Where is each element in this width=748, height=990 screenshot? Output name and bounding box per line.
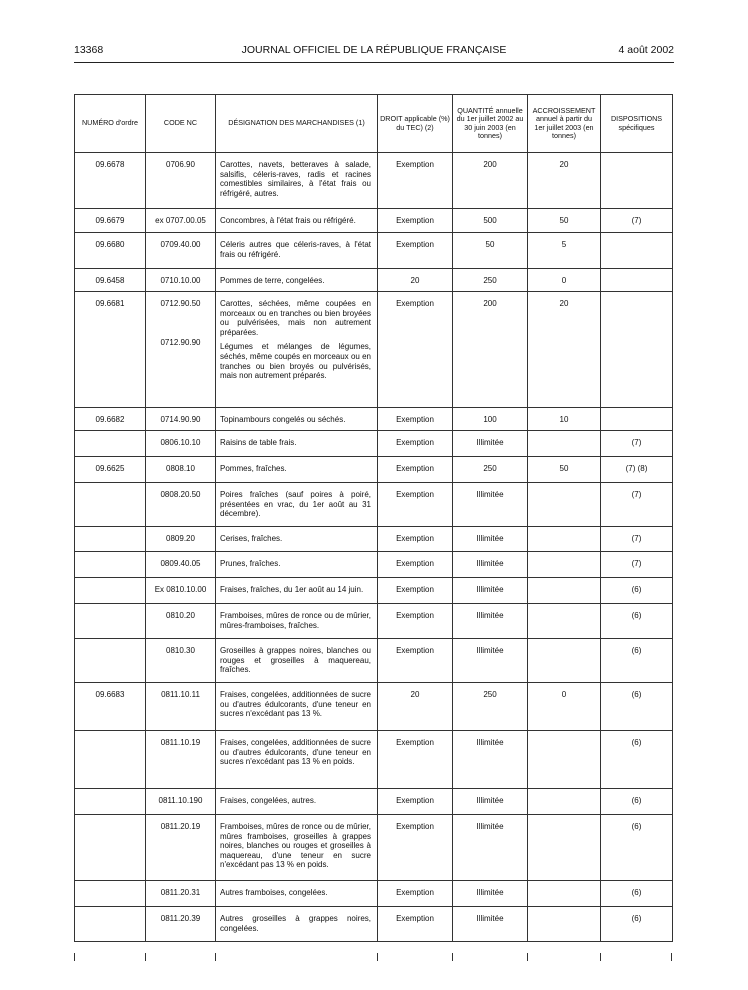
cell-accroissement [528,209,601,233]
cell-designation [216,408,378,431]
cell-designation [216,683,378,731]
cell-designation [216,789,378,815]
cell-code-nc-text: 0806.10.10 [160,438,201,447]
cell-droit [378,153,453,209]
cell-quantite-text: 500 [483,216,497,225]
cell-dispositions-text: (6) [631,585,642,594]
cell-accroissement [528,408,601,431]
cell-code-nc-text: 0809.40.05 [160,559,201,568]
cell-dispositions [601,209,673,233]
table-row [75,683,673,731]
cell-numero [75,604,146,639]
cell-designation-text: Cerises, fraîches. [220,534,283,543]
cell-dispositions [601,233,673,269]
cell-designation [216,731,378,789]
cell-designation-text: Fraises, congelées, additionnées de sucre ou d'autres édulcorants, d'une teneur en sucres n'excédant pas 13 %. [220,690,371,719]
cell-quantite [453,153,528,209]
cell-designation [216,604,378,639]
cell-numero-text: 09.6680 [95,240,125,249]
cell-code-nc-text: 0706.90 [166,160,195,169]
cell-droit-text: Exemption [396,464,434,473]
cell-droit [378,907,453,942]
cell-droit [378,292,453,408]
cell-designation-text: Prunes, fraîches. [220,559,281,568]
cell-code-nc [146,815,216,881]
cell-designation [216,815,378,881]
cell-designation-text: Groseilles à grappes noires, blanches ou rouges et groseilles à maquereau, fraîches. [220,646,371,675]
table-row [75,731,673,789]
table-header-row [75,95,673,153]
cell-accroissement [528,731,601,789]
cell-droit-text: Exemption [396,646,434,655]
cell-numero [75,907,146,942]
cell-designation-text: Poires fraîches (sauf poires à poiré, présentées en vrac, du 1er août au 31 décembre). [220,490,371,519]
cell-code-nc [146,789,216,815]
cell-droit-text: Exemption [396,796,434,805]
cell-accroissement-text: 20 [559,299,569,308]
cell-quantite-text: 250 [483,690,497,699]
cell-droit-text: Exemption [396,240,434,249]
cell-droit-text: Exemption [396,216,434,225]
table-row [75,789,673,815]
cell-accroissement [528,269,601,292]
cell-dispositions [601,815,673,881]
cell-designation-text: Concombres, à l'état frais ou réfrigéré. [220,216,356,225]
cell-quantite-text: 250 [483,276,497,285]
tariff-quota-table [74,94,673,942]
cell-quantite [453,907,528,942]
table-row [75,881,673,907]
cell-code-nc [146,881,216,907]
cell-dispositions [601,153,673,209]
cell-quantite-text: Illimitée [476,888,504,897]
cell-code-nc-text: ex 0707.00.05 [155,216,206,225]
column-header-accroissement: ACCROISSEMENT annuel à partir du 1er juillet 2003 (en tonnes) [528,95,601,153]
cell-quantite-text: Illimitée [476,534,504,543]
cell-designation [216,578,378,604]
table-row [75,639,673,683]
cell-dispositions-text: (7) [631,534,642,543]
cell-numero [75,552,146,578]
cell-accroissement-text: 50 [559,216,569,225]
cell-accroissement [528,578,601,604]
cell-numero [75,881,146,907]
cell-code-nc [146,731,216,789]
cell-droit-text: 20 [410,690,420,699]
cell-accroissement-text: 50 [559,464,569,473]
cell-quantite [453,431,528,457]
cell-code-nc [146,907,216,942]
cell-numero [75,731,146,789]
journal-title: JOURNAL OFFICIEL DE LA RÉPUBLIQUE FRANÇAISE [241,44,507,56]
cell-code-nc [146,233,216,269]
cell-designation [216,153,378,209]
table-row [75,457,673,483]
cell-dispositions [601,552,673,578]
cell-quantite-text: Illimitée [476,559,504,568]
publication-date: 4 août 2002 [618,44,674,56]
cell-designation-text: Raisins de table frais. [220,438,297,447]
cell-quantite-text: 50 [485,240,495,249]
cell-designation [216,431,378,457]
cell-droit [378,881,453,907]
cell-accroissement-text: 0 [561,276,567,285]
cell-droit [378,815,453,881]
cell-numero [75,639,146,683]
table-row [75,209,673,233]
cell-quantite [453,683,528,731]
cell-code-nc-text: 0808.10 [166,464,195,473]
cell-code-nc-text: 0811.20.31 [160,888,201,897]
cell-droit-text: Exemption [396,534,434,543]
cell-quantite [453,881,528,907]
cell-code-nc [146,483,216,527]
cell-quantite-text: 100 [483,415,497,424]
cell-quantite-text: 200 [483,160,497,169]
page-number: 13368 [74,44,104,56]
cell-designation [216,457,378,483]
cell-droit [378,209,453,233]
cell-numero-text: 09.6682 [95,415,125,424]
page-header [74,44,674,58]
cell-dispositions-text: (7) (8) [625,464,648,473]
cell-dispositions-text: (7) [631,490,642,499]
cell-accroissement [528,815,601,881]
cell-quantite [453,292,528,408]
cell-code-nc [146,552,216,578]
cell-droit [378,578,453,604]
cell-dispositions [601,578,673,604]
table-row [75,578,673,604]
cell-numero-text: 09.6679 [95,216,125,225]
cell-designation-text: Carottes, navets, betteraves à salade, salsifis, céleris-raves, radis et racines comestibles similaires, à l'état frais ou réfrigéré, autres. [220,160,371,198]
cell-code-nc-text: 0714.90.90 [160,415,201,424]
cell-numero [75,292,146,408]
cell-code-nc-text: 0809.20 [166,534,195,543]
cell-droit [378,431,453,457]
table-row [75,233,673,269]
cell-quantite [453,209,528,233]
cell-designation [216,907,378,942]
cell-code-nc [146,209,216,233]
cell-numero [75,408,146,431]
cell-dispositions [601,604,673,639]
cell-quantite [453,269,528,292]
cell-numero-text: 09.6458 [95,276,125,285]
cell-numero [75,153,146,209]
table-row [75,527,673,552]
cell-dispositions [601,408,673,431]
cell-numero [75,578,146,604]
cell-designation-text: Carottes, séchées, même coupées en morceaux ou en tranches ou bien broyées ou pulvérisées, mais non autrement préparées. [220,299,371,337]
cell-accroissement [528,153,601,209]
cell-quantite [453,483,528,527]
cell-numero-text: 09.6681 [95,299,125,308]
cell-code-nc-text: 0808.20.50 [160,490,201,499]
cell-droit-text: Exemption [396,888,434,897]
cell-quantite [453,578,528,604]
cell-code-nc [146,431,216,457]
cell-designation-text: Fraises, fraîches, du 1er août au 14 juin. [220,585,364,594]
cell-accroissement [528,683,601,731]
cell-accroissement [528,639,601,683]
cell-designation-text: Céleris autres que céleris-raves, à l'état frais ou réfrigéré. [220,240,371,259]
cell-accroissement-text: 20 [559,160,569,169]
cell-droit [378,233,453,269]
cell-quantite [453,552,528,578]
cell-droit [378,457,453,483]
cell-numero [75,815,146,881]
column-header-quantite: QUANTITÉ annuelle du 1er juillet 2002 au 30 juin 2003 (en tonnes) [453,95,528,153]
cell-dispositions-text: (7) [631,559,642,568]
cell-code-nc [146,269,216,292]
cell-quantite [453,527,528,552]
cell-accroissement [528,527,601,552]
cell-droit [378,604,453,639]
cell-droit [378,683,453,731]
cell-droit-text: Exemption [396,160,434,169]
cell-code-nc [146,457,216,483]
cell-designation-text: Pommes de terre, congelées. [220,276,325,285]
cell-quantite-text: Illimitée [476,914,504,923]
cell-code-nc-text: 0811.20.19 [160,822,201,831]
cell-numero [75,457,146,483]
cell-code-nc-text: 0810.20 [166,611,195,620]
table-row [75,153,673,209]
cell-code-nc-text: 0811.20.39 [160,914,201,923]
cell-designation-text: Autres groseilles à grappes noires, congelées. [220,914,371,933]
cell-code-nc [146,153,216,209]
cell-quantite-text: Illimitée [476,585,504,594]
cell-designation [216,552,378,578]
cell-quantite-text: 200 [483,299,497,308]
cell-droit-text: Exemption [396,611,434,620]
cell-accroissement-text: 0 [561,690,567,699]
cell-quantite [453,639,528,683]
cell-designation-text: Topinambours congelés ou séchés. [220,415,346,424]
cell-droit [378,639,453,683]
cell-dispositions-text: (6) [631,690,642,699]
cell-designation [216,527,378,552]
header-rule [74,62,674,63]
cell-dispositions [601,683,673,731]
cell-droit-text: Exemption [396,415,434,424]
cell-code-nc-text: Ex 0810.10.00 [154,585,207,594]
cell-droit-text: Exemption [396,559,434,568]
cell-droit-text: Exemption [396,585,434,594]
cell-accroissement [528,431,601,457]
table-row [75,408,673,431]
cell-numero [75,233,146,269]
cell-numero-text: 09.6683 [95,690,125,699]
cell-designation [216,639,378,683]
table-row [75,431,673,457]
cell-dispositions-text: (6) [631,822,642,831]
cell-designation [216,209,378,233]
cell-code-nc-text: 0811.10.190 [158,796,203,805]
table-row [75,552,673,578]
table-row [75,292,673,408]
cell-accroissement [528,457,601,483]
cell-dispositions [601,483,673,527]
cell-quantite-text: Illimitée [476,738,504,747]
cell-dispositions-text: (7) [631,438,642,447]
cell-quantite [453,731,528,789]
cell-numero [75,209,146,233]
cell-designation-text: Autres framboises, congelées. [220,888,328,897]
cell-code-nc [146,292,216,408]
cell-quantite-text: Illimitée [476,438,504,447]
cell-code-nc [146,604,216,639]
cell-numero [75,431,146,457]
cell-quantite [453,789,528,815]
cell-designation-text: Pommes, fraîches. [220,464,287,473]
cell-droit-text: Exemption [396,438,434,447]
cell-code-nc-text: 0712.90.50 [160,299,201,308]
cell-code-nc-text: 0810.30 [166,646,195,655]
cell-designation-text: Fraises, congelées, autres. [220,796,317,805]
table-row [75,483,673,527]
cell-dispositions-text: (6) [631,611,642,620]
cell-numero-text: 09.6625 [95,464,125,473]
cell-droit [378,408,453,431]
cell-code-nc-text: 0710.10.00 [160,276,201,285]
cell-droit-text: Exemption [396,299,434,308]
cell-dispositions [601,907,673,942]
cell-droit-text: Exemption [396,822,434,831]
cell-accroissement [528,907,601,942]
table-continuation [74,953,672,961]
cell-code-nc [146,527,216,552]
cell-quantite [453,815,528,881]
cell-droit [378,483,453,527]
cell-accroissement [528,233,601,269]
cell-quantite [453,408,528,431]
cell-dispositions-text: (6) [631,796,642,805]
column-header-dispositions: DISPOSITIONS spécifiques [601,95,673,153]
cell-code-nc-text: 0709.40.00 [160,240,201,249]
table-row [75,815,673,881]
cell-droit-text: Exemption [396,914,434,923]
cell-code-nc [146,408,216,431]
cell-quantite-text: 250 [483,464,497,473]
cell-dispositions [601,431,673,457]
cell-droit-text: Exemption [396,490,434,499]
cell-quantite [453,604,528,639]
cell-designation-text: Framboises, mûres de ronce ou de mûrier, mûres-framboises, fraîches. [220,611,371,630]
cell-code-nc-secondary: 0712.90.90 [160,337,201,347]
cell-dispositions-text: (6) [631,914,642,923]
cell-designation [216,292,378,408]
cell-designation-secondary: Légumes et mélanges de légumes, séchés, même coupés en morceaux ou en tranches ou bien broyés ou pulvérisés, mais non autrement préparés. [220,342,371,381]
cell-numero [75,527,146,552]
cell-dispositions [601,457,673,483]
cell-droit [378,789,453,815]
cell-numero [75,683,146,731]
cell-quantite [453,233,528,269]
cell-designation [216,269,378,292]
cell-designation [216,233,378,269]
cell-quantite-text: Illimitée [476,490,504,499]
cell-code-nc [146,639,216,683]
cell-code-nc-text: 0811.10.19 [160,738,201,747]
cell-accroissement-text: 5 [561,240,567,249]
cell-accroissement [528,881,601,907]
cell-numero [75,483,146,527]
cell-accroissement [528,604,601,639]
cell-dispositions [601,731,673,789]
cell-quantite [453,457,528,483]
cell-numero-text: 09.6678 [95,160,125,169]
cell-droit-text: Exemption [396,738,434,747]
cell-droit-text: 20 [410,276,420,285]
cell-quantite-text: Illimitée [476,822,504,831]
column-header-droit: DROIT applicable (%) du TEC) (2) [378,95,453,153]
cell-dispositions [601,269,673,292]
cell-dispositions [601,527,673,552]
cell-quantite-text: Illimitée [476,646,504,655]
cell-accroissement-text: 10 [559,415,569,424]
table-row [75,269,673,292]
cell-code-nc [146,578,216,604]
cell-droit [378,527,453,552]
cell-dispositions [601,789,673,815]
cell-quantite-text: Illimitée [476,611,504,620]
cell-dispositions-text: (6) [631,646,642,655]
cell-designation-text: Fraises, congelées, additionnées de sucre ou d'autres édulcorants, d'une teneur en sucres n'excédant pas 13 % en poids. [220,738,371,767]
cell-dispositions-text: (6) [631,888,642,897]
cell-dispositions [601,639,673,683]
cell-numero [75,789,146,815]
column-header-numero: NUMÉRO d'ordre [75,95,146,153]
cell-designation [216,881,378,907]
column-header-code: CODE NC [146,95,216,153]
cell-dispositions-text: (6) [631,738,642,747]
cell-accroissement [528,789,601,815]
cell-designation-text: Framboises, mûres de ronce ou de mûrier, mûres framboises, groseilles à grappes noires, blanches ou rouges et groseilles à maquereau, d'une teneur en sucre n'excédant pas 13 % en poids. [220,822,371,870]
table-row [75,604,673,639]
table-row [75,907,673,942]
cell-quantite-text: Illimitée [476,796,504,805]
cell-dispositions [601,292,673,408]
cell-code-nc-text: 0811.10.11 [161,690,200,699]
cell-droit [378,552,453,578]
cell-droit [378,731,453,789]
cell-accroissement [528,552,601,578]
cell-accroissement [528,292,601,408]
cell-code-nc [146,683,216,731]
column-header-designation: DÉSIGNATION DES MARCHANDISES (1) [216,95,378,153]
cell-accroissement [528,483,601,527]
cell-dispositions-text: (7) [631,216,642,225]
cell-dispositions [601,881,673,907]
cell-designation [216,483,378,527]
cell-numero [75,269,146,292]
cell-droit [378,269,453,292]
